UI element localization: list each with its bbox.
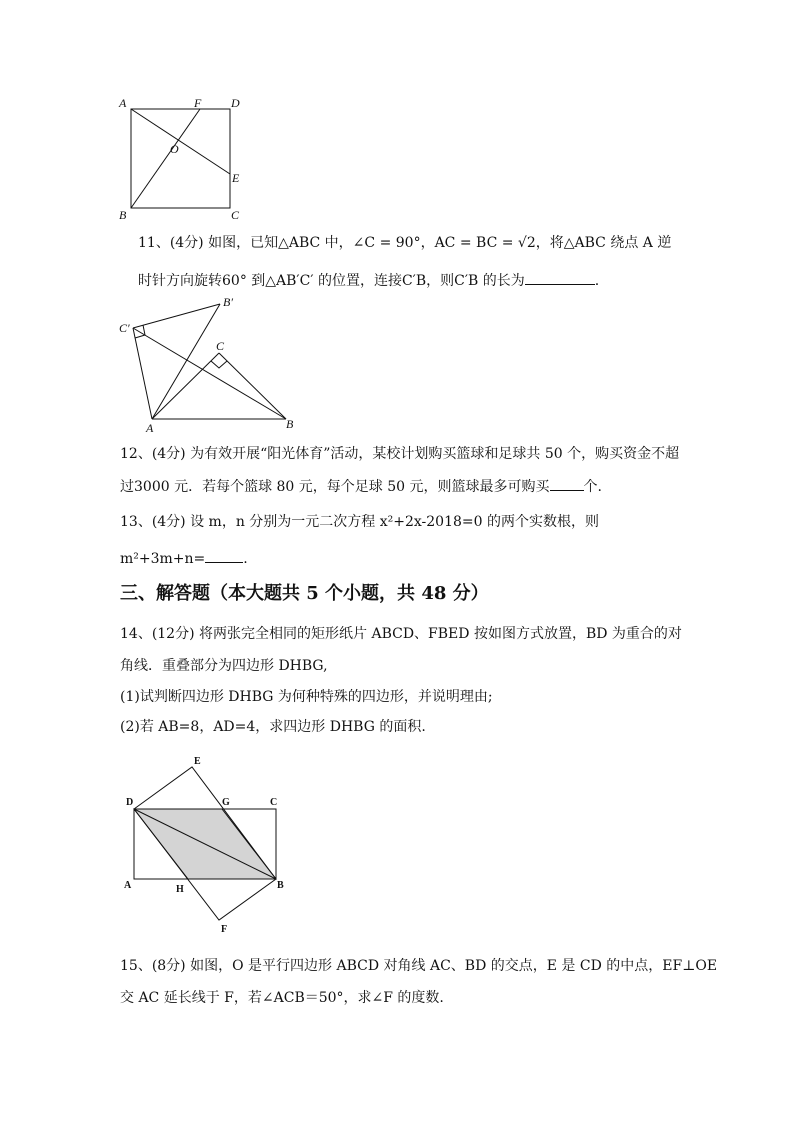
figure-overlapping-rectangles bbox=[115, 750, 300, 940]
label-b: B bbox=[119, 208, 127, 222]
q11-line2 bbox=[138, 270, 599, 291]
label-h: H bbox=[176, 884, 184, 895]
label-e: E bbox=[232, 171, 240, 185]
figure-rotated-triangle bbox=[110, 292, 310, 437]
q14-line2: 角线．重叠部分为四边形 DHBG, bbox=[120, 658, 328, 674]
segment-ae bbox=[131, 109, 230, 174]
label-a: A bbox=[119, 96, 127, 110]
label-d: D bbox=[126, 797, 134, 808]
q13-line2-end: . bbox=[243, 551, 248, 567]
label-a: A bbox=[146, 421, 154, 435]
segment-ac1 bbox=[133, 328, 152, 419]
label-f: F bbox=[221, 924, 228, 935]
label-c: C bbox=[216, 339, 225, 353]
q11-line2-text: 时针方向旋转60° 到△AB′C′ 的位置，连接C′B，则C′B 的长为 bbox=[138, 273, 525, 289]
label-f: F bbox=[194, 96, 202, 110]
q11-line2-end: . bbox=[594, 273, 600, 289]
segment-c1b bbox=[133, 328, 286, 419]
label-e: E bbox=[194, 756, 201, 767]
square-abcd bbox=[131, 109, 230, 208]
q15-line2: 交 AC 延长线于 F，若∠ACB＝50°，求∠F 的度数. bbox=[120, 990, 444, 1006]
q12-line1: 12、(4分) 为有效开展“阳光体育”活动，某校计划购买篮球和足球共 50 个，购买资金不超 bbox=[120, 446, 680, 462]
q11-answer-blank[interactable] bbox=[525, 270, 595, 285]
q13-answer-blank[interactable] bbox=[205, 548, 243, 563]
q14-line3: (1)试判断四边形 DHBG 为何种特殊的四边形，并说明理由; bbox=[120, 689, 493, 705]
label-b1: B′ bbox=[223, 295, 233, 309]
q12-line2-text: 过3000 元．若每个篮球 80 元，每个足球 50 元，则篮球最多可购买 bbox=[120, 479, 550, 495]
q11-line1: 11、(4分) 如图，已知△ABC 中，∠C = 90°，AC = BC = √2，将△ABC 绕点 A 逆 bbox=[138, 235, 672, 251]
label-d: D bbox=[231, 96, 240, 110]
label-c1: C′ bbox=[119, 321, 130, 335]
q13-line2 bbox=[120, 548, 248, 569]
segment-cb bbox=[219, 353, 286, 419]
segment-bf bbox=[131, 109, 200, 208]
q13-line1: 13、(4分) 设 m，n 分别为一元二次方程 x²+2x-2018=0 的两个实数根，则 bbox=[120, 514, 599, 530]
q12-answer-blank[interactable] bbox=[550, 476, 584, 491]
q13-line2-text: m²+3m+n= bbox=[120, 551, 206, 567]
q12-line2 bbox=[120, 476, 602, 497]
q12-line2-end: 个. bbox=[583, 479, 602, 495]
segment-c1b1 bbox=[133, 304, 220, 328]
label-c: C bbox=[231, 208, 240, 222]
label-g: G bbox=[222, 797, 230, 808]
right-angle-mark-c bbox=[211, 361, 227, 368]
label-a: A bbox=[124, 880, 132, 891]
q14-line4: (2)若 AB=8，AD=4，求四边形 DHBG 的面积. bbox=[120, 719, 426, 735]
label-o: O bbox=[170, 142, 179, 156]
figure-square-aboe bbox=[110, 90, 260, 225]
label-b: B bbox=[286, 417, 294, 431]
q15-line1: 15、(8分) 如图，O 是平行四边形 ABCD 对角线 AC、BD 的交点，E 是 CD 的中点，EF⊥OE bbox=[120, 958, 718, 974]
label-b: B bbox=[277, 880, 284, 891]
section-heading-answers: 三、解答题（本大题共 5 个小题，共 48 分） bbox=[120, 583, 489, 604]
q14-line1: 14、(12分) 将两张完全相同的矩形纸片 ABCD、FBED 按如图方式放置，BD 为重合的对 bbox=[120, 626, 682, 642]
label-c: C bbox=[270, 797, 278, 808]
